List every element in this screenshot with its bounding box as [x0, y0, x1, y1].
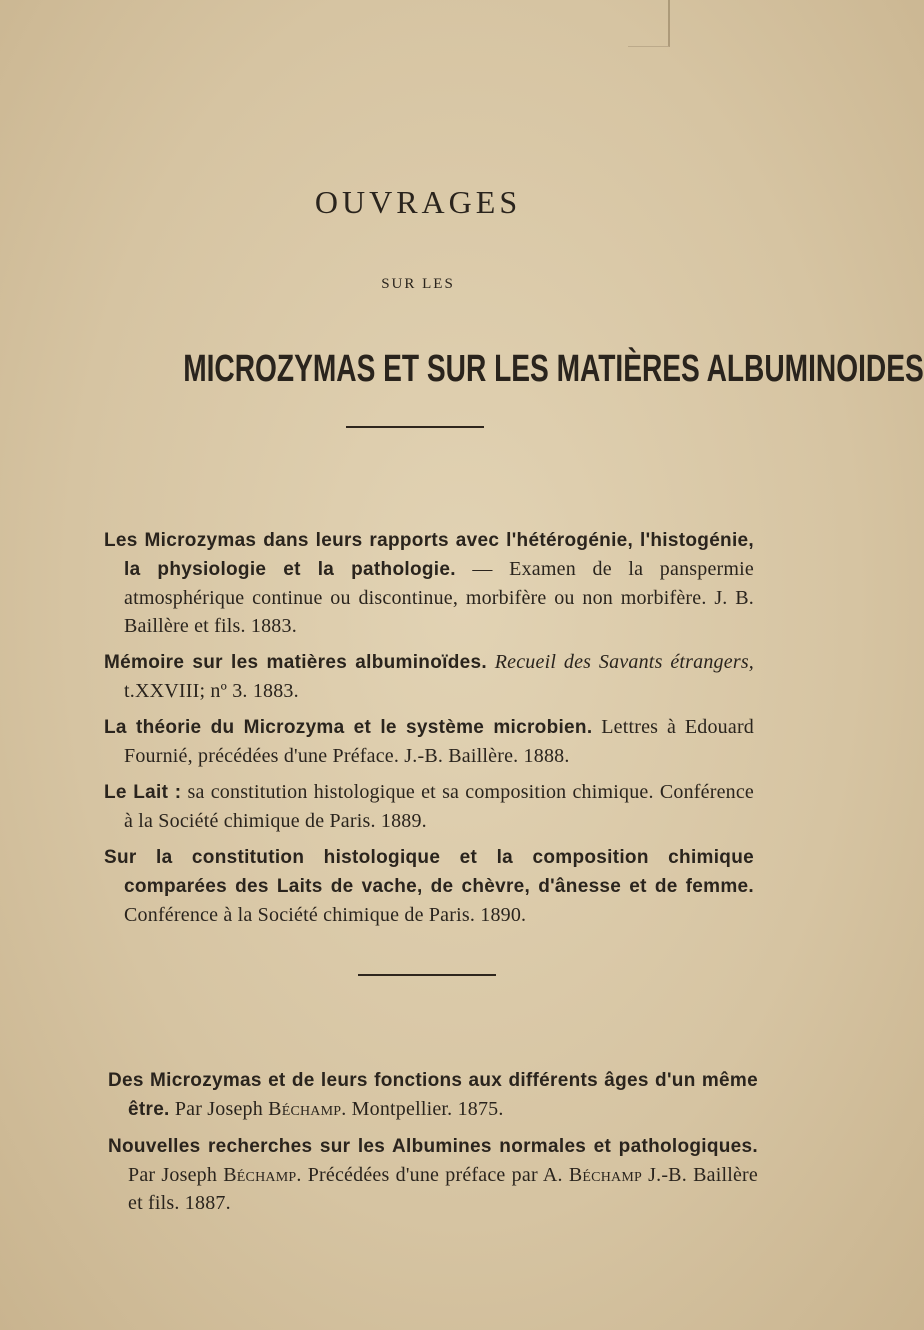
work-details: Lettres à Edouard Fournié, précédées d'une Préface. J.-B. Baillère. 1888. — [124, 716, 755, 767]
work-author-prefix: Par Joseph — [128, 1164, 224, 1186]
work-preface-note: . Précédées d'une préface par A. — [296, 1164, 569, 1186]
work-title: Les Microzymas dans leurs rapports avec l'hétérogénie, l'histogénie, la physiologie et la pathologie. — [104, 530, 754, 580]
work-title: Nouvelles recherches sur les Albumines normales et pathologiques. — [108, 1136, 758, 1157]
work-entry — [104, 713, 754, 770]
work-preface-author: Béchamp — [568, 1164, 642, 1186]
work-entry — [104, 778, 754, 835]
work-title: Sur la constitution histologique et la composition chimique comparées des Laits de vache, de chèvre, d'ânesse et de femme. — [104, 847, 754, 897]
page-subtitle: SUR LES — [381, 276, 455, 292]
work-entry — [104, 648, 754, 705]
work-title: La théorie du Microzyma et le système microbien. — [104, 717, 593, 738]
work-details: — Examen de la panspermie atmosphérique continue ou discontinue, morbifère ou non morbifère. J. B. Baillère et fils. 1883. — [124, 558, 754, 637]
work-entry — [108, 1066, 758, 1124]
work-title: Le Lait : — [104, 782, 182, 803]
page-corner-fold — [628, 0, 670, 47]
works-list-2 — [108, 1066, 758, 1225]
work-author: Béchamp — [268, 1098, 342, 1120]
work-entry — [104, 526, 754, 640]
work-title: Des Microzymas et de leurs fonctions aux différents âges d'un même être. — [108, 1070, 758, 1120]
work-details: . Montpellier. 1875. — [341, 1098, 504, 1120]
works-list-1 — [104, 526, 754, 937]
work-author-prefix: Par Joseph — [169, 1098, 269, 1120]
work-author: Béchamp — [223, 1164, 297, 1186]
section-heading: MICROZYMAS ET SUR LES MATIÈRES ALBUMINOIDES — [183, 348, 924, 390]
divider-rule — [358, 974, 496, 976]
work-details: J.-B. Baillère et fils. 1887. — [128, 1164, 758, 1214]
work-details: sa constitution histologique et sa composition chimique. Conférence à la Société chimique de Paris. 1889. — [124, 781, 754, 832]
work-details: Conférence à la Société chimique de Paris. 1890. — [124, 904, 527, 926]
work-details: t.XXVIII; nº 3. 1883. — [124, 680, 299, 702]
work-title: Mémoire sur les matières albuminoïdes. — [104, 652, 487, 673]
work-entry — [104, 843, 754, 929]
work-entry — [108, 1132, 758, 1217]
work-journal: Recueil des Savants étrangers, — [486, 651, 755, 673]
divider-rule — [346, 426, 484, 428]
page-title: OUVRAGES — [314, 184, 522, 220]
